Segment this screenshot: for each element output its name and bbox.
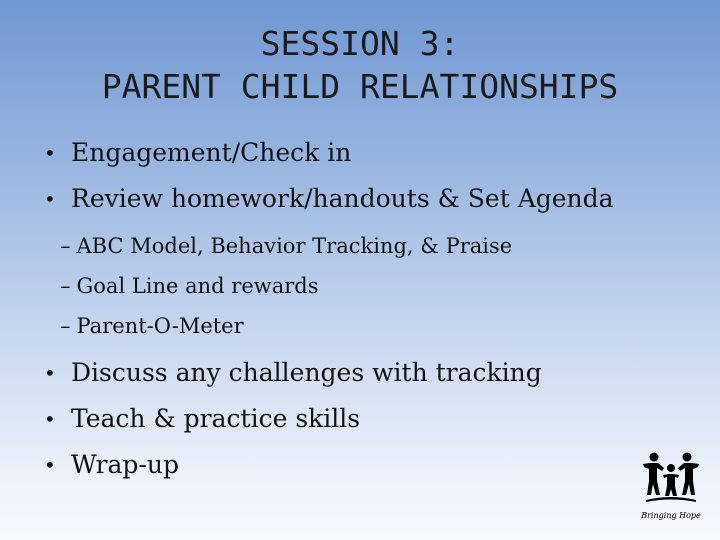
dash-marker: –: [60, 274, 71, 298]
sub-bullet-item: [60, 306, 614, 346]
bullet-text: Engagement/Check in: [71, 138, 352, 167]
bullet-item: [44, 396, 614, 442]
dash-marker: –: [60, 234, 71, 258]
sub-bullet-list: [60, 226, 614, 346]
slide-title: [0, 22, 720, 108]
family-figures-icon: [640, 448, 702, 526]
sub-bullet-item: [60, 226, 614, 266]
bullet-item: [44, 176, 614, 222]
dash-marker: –: [60, 314, 71, 338]
sub-bullet-item: [60, 266, 614, 306]
logo-caption: Bringing Hope: [641, 511, 701, 520]
bullet-list: [44, 130, 614, 488]
bullet-text: Teach & practice skills: [71, 404, 361, 433]
bullet-marker: •: [44, 187, 56, 211]
bullet-item: [44, 350, 614, 396]
bullet-text: Review homework/handouts & Set Agenda: [71, 184, 614, 213]
bullet-marker: •: [44, 453, 56, 477]
sub-bullet-text: Parent-O-Meter: [76, 314, 244, 338]
bullet-item: [44, 130, 614, 176]
bullet-marker: •: [44, 361, 56, 385]
bullet-marker: •: [44, 407, 56, 431]
bullet-marker: •: [44, 141, 56, 165]
sub-bullet-group: [44, 226, 614, 346]
bullet-text: Wrap-up: [71, 450, 179, 479]
bringing-hope-logo: [640, 448, 702, 526]
bullet-text: Discuss any challenges with tracking: [71, 358, 542, 387]
sub-bullet-text: ABC Model, Behavior Tracking, & Praise: [76, 234, 513, 258]
bullet-item: [44, 442, 614, 488]
title-line-1: SESSION 3:: [260, 24, 460, 63]
sub-bullet-text: Goal Line and rewards: [76, 274, 319, 298]
title-line-2: PARENT CHILD RELATIONSHIPS: [101, 67, 619, 106]
